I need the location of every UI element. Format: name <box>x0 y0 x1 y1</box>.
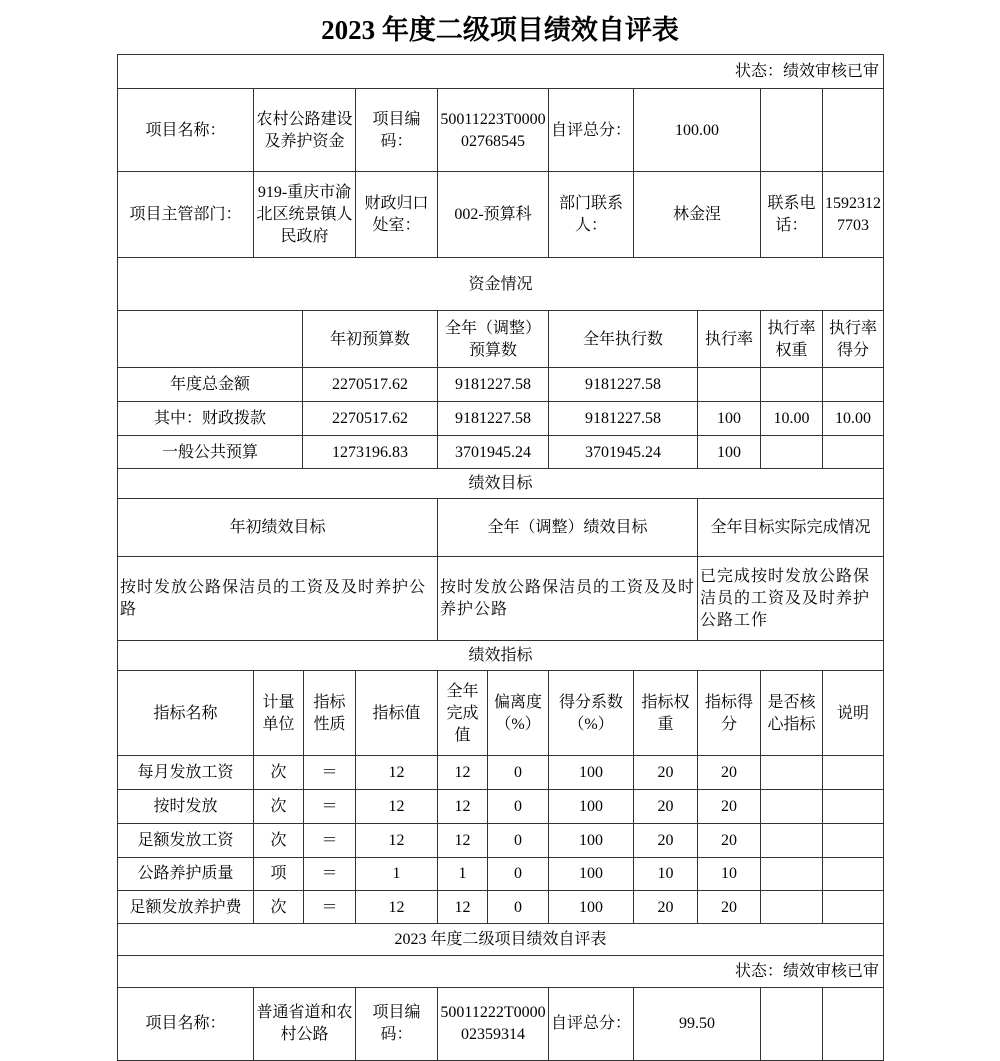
table-cell <box>697 367 761 402</box>
table-cell <box>822 367 884 402</box>
column-header <box>548 670 634 757</box>
status-text <box>117 955 884 989</box>
cell-text: 15923127703 <box>825 195 881 234</box>
indicator-cell <box>548 890 634 925</box>
cell-text: 年度总金额 <box>169 375 250 393</box>
cell-text: 按时发放 <box>153 797 218 815</box>
cell-text: 项目名称： <box>145 121 226 139</box>
table-cell <box>697 435 761 470</box>
cell-text: 10 <box>657 865 674 882</box>
cell-text: 0 <box>514 865 522 882</box>
column-header <box>253 670 304 757</box>
cell-text: 足额发放养护费 <box>129 898 242 916</box>
table-cell <box>548 171 634 259</box>
table-cell <box>760 401 823 436</box>
indicator-cell <box>548 857 634 891</box>
indicator-cell <box>822 823 884 858</box>
cell-text: 执行率得分 <box>828 319 877 359</box>
indicator-cell <box>822 755 884 790</box>
cell-text: 林金涅 <box>672 206 721 223</box>
indicator-cell <box>355 890 438 925</box>
cell-text: 每月发放工资 <box>137 763 234 781</box>
section-title <box>117 468 884 500</box>
status-text <box>117 54 884 90</box>
table-cell <box>117 310 303 369</box>
cell-text: 计量单位 <box>262 693 295 733</box>
indicator-cell <box>697 857 761 891</box>
indicator-cell <box>117 857 254 891</box>
column-header <box>697 670 761 757</box>
cell-text: 部门联系人： <box>558 195 623 234</box>
indicator-cell <box>303 890 356 925</box>
indicator-cell <box>822 890 884 925</box>
column-header <box>697 498 884 558</box>
indicator-cell <box>822 789 884 824</box>
table-cell <box>117 987 254 1061</box>
cell-text: 20 <box>657 797 674 815</box>
cell-text: 002-预算科 <box>454 206 532 223</box>
indicator-cell <box>437 789 488 824</box>
goal-text <box>117 556 438 642</box>
cell-text: 普通省道和农村公路 <box>256 1004 353 1043</box>
cell-text: 2270517.62 <box>332 375 408 393</box>
cell-text: 状态：绩效审核已审 <box>734 963 879 980</box>
cell-text: 说明 <box>836 704 869 722</box>
goal-text <box>437 556 698 642</box>
indicator-cell <box>117 823 254 858</box>
column-header <box>302 310 438 369</box>
table-cell <box>633 987 761 1061</box>
cell-text: 12 <box>388 797 405 815</box>
indicator-cell <box>303 755 356 790</box>
indicator-cell <box>355 755 438 790</box>
cell-text: 次 <box>270 797 287 815</box>
cell-text: 其中：财政拨款 <box>153 409 266 427</box>
table-cell <box>355 987 438 1061</box>
cell-text: 资金情况 <box>468 275 533 293</box>
indicator-cell <box>697 755 761 790</box>
section-title <box>117 640 884 672</box>
cell-text: 自评总分： <box>551 121 632 139</box>
indicator-cell <box>633 890 698 925</box>
cell-text: 100 <box>579 898 603 916</box>
cell-text: 9181227.58 <box>585 409 661 427</box>
cell-text: 公路养护质量 <box>137 865 234 882</box>
cell-text: 100 <box>579 797 603 815</box>
indicator-cell <box>760 755 823 790</box>
column-header <box>355 670 438 757</box>
cell-text: 指标性质 <box>313 693 346 733</box>
table-cell <box>760 987 823 1061</box>
column-header <box>437 310 549 369</box>
cell-text: 状态：绩效审核已审 <box>734 63 879 80</box>
indicator-cell <box>697 823 761 858</box>
indicator-cell <box>633 857 698 891</box>
cell-text: 100.00 <box>675 121 719 139</box>
cell-text: 全年目标实际完成情况 <box>710 519 871 536</box>
cell-text: 次 <box>270 898 287 916</box>
cell-text: 12 <box>454 831 471 849</box>
cell-text: 0 <box>514 763 522 781</box>
cell-text: 执行率 <box>704 330 753 348</box>
cell-text: 全年（调整）绩效目标 <box>487 519 648 536</box>
column-header <box>303 670 356 757</box>
column-header <box>548 310 698 369</box>
indicator-cell <box>487 857 549 891</box>
cell-text: 全年执行数 <box>582 330 663 348</box>
table-cell <box>437 88 549 173</box>
indicator-cell <box>355 823 438 858</box>
indicator-cell <box>548 755 634 790</box>
column-header <box>697 310 761 369</box>
cell-text: 指标名称 <box>153 704 218 722</box>
section-title <box>117 257 884 312</box>
row-label <box>117 367 303 402</box>
cell-text: 按时发放公路保洁员的工资及及时养护公路 <box>120 579 427 618</box>
column-header <box>487 670 549 757</box>
table-cell <box>437 171 549 259</box>
cell-text: 偏离度（%） <box>493 693 542 733</box>
indicator-cell <box>487 890 549 925</box>
table-cell <box>822 987 884 1061</box>
cell-text: 3701945.24 <box>585 443 661 461</box>
cell-text: 自评总分： <box>551 1015 632 1032</box>
table-cell <box>117 171 254 259</box>
column-header <box>633 670 698 757</box>
table-cell <box>302 401 438 436</box>
indicator-cell <box>487 789 549 824</box>
indicator-cell <box>760 823 823 858</box>
indicator-cell <box>253 755 304 790</box>
column-header <box>437 670 488 757</box>
indicator-cell <box>437 857 488 891</box>
cell-text: 20 <box>721 797 737 815</box>
indicator-cell <box>633 755 698 790</box>
table-cell <box>437 987 549 1061</box>
cell-text: 3701945.24 <box>455 443 531 461</box>
goal-text <box>697 556 884 642</box>
indicator-cell <box>697 789 761 824</box>
cell-text: 是否核心指标 <box>767 693 816 733</box>
table-cell <box>822 88 884 173</box>
cell-text: 20 <box>657 898 674 916</box>
cell-text: 指标值 <box>372 704 421 722</box>
cell-text: 已完成按时发放公路保洁员的工资及及时养护公路工作 <box>700 568 871 629</box>
cell-text: 项 <box>270 865 287 882</box>
cell-text: 0 <box>514 831 522 849</box>
cell-text: 20 <box>721 763 737 781</box>
table-cell <box>253 171 356 259</box>
indicator-cell <box>253 857 304 891</box>
table-cell <box>633 88 761 173</box>
cell-text: 12 <box>454 763 471 781</box>
indicator-cell <box>117 890 254 925</box>
indicator-cell <box>355 789 438 824</box>
cell-text: 绩效目标 <box>468 475 533 492</box>
table-cell <box>822 171 884 259</box>
indicator-cell <box>355 857 438 891</box>
cell-text: 20 <box>721 898 737 916</box>
cell-text: 99.50 <box>679 1015 715 1032</box>
indicator-cell <box>760 890 823 925</box>
table-cell <box>760 435 823 470</box>
cell-text: 足额发放工资 <box>137 831 234 849</box>
cell-text: 100 <box>579 831 603 849</box>
cell-text: 2270517.62 <box>332 409 408 427</box>
cell-text: 100 <box>579 865 603 882</box>
indicator-cell <box>437 755 488 790</box>
indicator-cell <box>633 789 698 824</box>
indicator-cell <box>303 857 356 891</box>
cell-text: 20 <box>657 831 674 849</box>
cell-text: 100 <box>717 409 741 427</box>
column-header <box>117 498 438 558</box>
row-label <box>117 401 303 436</box>
table-cell <box>760 171 823 259</box>
indicator-cell <box>303 823 356 858</box>
column-header <box>117 670 254 757</box>
table-cell <box>548 88 634 173</box>
cell-text: 1273196.83 <box>332 443 408 461</box>
table-cell <box>548 367 698 402</box>
cell-text: 年初预算数 <box>329 330 410 348</box>
table-cell <box>633 171 761 259</box>
table-cell <box>822 401 884 436</box>
table-cell <box>355 88 438 173</box>
indicator-cell <box>487 755 549 790</box>
cell-text: 项目编码： <box>372 1004 421 1043</box>
cell-text: 次 <box>270 763 287 781</box>
cell-text: 指标得分 <box>704 693 753 733</box>
table-cell <box>302 367 438 402</box>
cell-text: 次 <box>270 831 287 849</box>
table-cell <box>437 367 549 402</box>
cell-text: 农村公路建设及养护资金 <box>256 110 353 150</box>
column-header <box>437 498 698 558</box>
cell-text: ＝ <box>321 898 338 916</box>
indicator-cell <box>253 789 304 824</box>
cell-text: 9181227.58 <box>585 375 661 393</box>
table-cell <box>760 367 823 402</box>
indicator-cell <box>253 890 304 925</box>
cell-text: 1 <box>392 865 401 882</box>
indicator-cell <box>487 823 549 858</box>
cell-text: 9181227.58 <box>455 409 531 427</box>
column-header <box>822 310 884 369</box>
table-cell <box>548 401 698 436</box>
column-header <box>760 310 823 369</box>
cell-text: ＝ <box>321 865 338 882</box>
cell-text: 50011222T000002359314 <box>440 1004 546 1043</box>
cell-text: 执行率权重 <box>767 319 816 359</box>
indicator-cell <box>117 755 254 790</box>
cell-text: 9181227.58 <box>455 375 531 393</box>
cell-text: 1 <box>458 865 467 882</box>
table-cell <box>548 987 634 1061</box>
cell-text: 50011223T000002768545 <box>440 110 546 150</box>
cell-text: 10.00 <box>835 409 871 427</box>
cell-text: 10.00 <box>773 409 810 427</box>
indicator-cell <box>760 789 823 824</box>
table-cell <box>437 435 549 470</box>
indicator-cell <box>697 890 761 925</box>
indicator-cell <box>760 857 823 891</box>
cell-text: ＝ <box>321 797 338 815</box>
cell-text: 按时发放公路保洁员的工资及及时养护公路 <box>440 579 696 618</box>
indicator-cell <box>303 789 356 824</box>
table-cell <box>760 88 823 173</box>
indicator-cell <box>633 823 698 858</box>
cell-text: 10 <box>721 865 737 882</box>
indicator-cell <box>117 789 254 824</box>
table-cell <box>437 401 549 436</box>
cell-text: 919-重庆市渝北区统景镇人民政府 <box>256 184 353 245</box>
cell-text: 绩效指标 <box>468 647 533 664</box>
indicator-cell <box>548 789 634 824</box>
indicator-cell <box>548 823 634 858</box>
cell-text: 12 <box>388 898 405 916</box>
table-cell <box>822 435 884 470</box>
cell-text: 12 <box>454 898 471 916</box>
indicator-cell <box>437 890 488 925</box>
cell-text: 全年完成值 <box>446 682 479 744</box>
cell-text: 一般公共预算 <box>161 443 258 461</box>
cell-text: 0 <box>514 797 522 815</box>
table-cell <box>697 401 761 436</box>
cell-text: 12 <box>454 797 471 815</box>
table-cell <box>117 88 254 173</box>
cell-text: ＝ <box>321 763 338 781</box>
cell-text: 财政归口处室： <box>364 195 429 234</box>
cell-text: 全年（调整）预算数 <box>444 319 541 359</box>
second-table-title <box>117 923 884 957</box>
cell-text: 2023 年度二级项目绩效自评表 <box>394 931 607 948</box>
cell-text: 100 <box>717 443 741 461</box>
column-header <box>760 670 823 757</box>
table-cell <box>253 987 356 1061</box>
indicator-cell <box>437 823 488 858</box>
cell-text: 20 <box>657 763 674 781</box>
table-cell <box>548 435 698 470</box>
cell-text: 指标权重 <box>641 693 690 733</box>
cell-text: 20 <box>721 831 737 849</box>
cell-text: 100 <box>579 763 603 781</box>
cell-text: 项目名称： <box>145 1015 226 1032</box>
cell-text: 项目编码： <box>372 110 421 150</box>
table-cell <box>355 171 438 259</box>
indicator-cell <box>253 823 304 858</box>
cell-text: 0 <box>514 898 522 916</box>
cell-text: 12 <box>388 831 405 849</box>
table-cell <box>302 435 438 470</box>
cell-text: 项目主管部门： <box>129 206 242 223</box>
cell-text: 联系电话： <box>767 195 816 234</box>
page-title: 2023 年度二级项目绩效自评表 <box>321 15 679 45</box>
cell-text: ＝ <box>321 831 338 849</box>
table-cell <box>253 88 356 173</box>
cell-text: 得分系数（%） <box>558 693 623 733</box>
indicator-cell <box>822 857 884 891</box>
cell-text: 年初绩效目标 <box>229 519 326 536</box>
column-header <box>822 670 884 757</box>
cell-text: 12 <box>388 763 405 781</box>
row-label <box>117 435 303 470</box>
